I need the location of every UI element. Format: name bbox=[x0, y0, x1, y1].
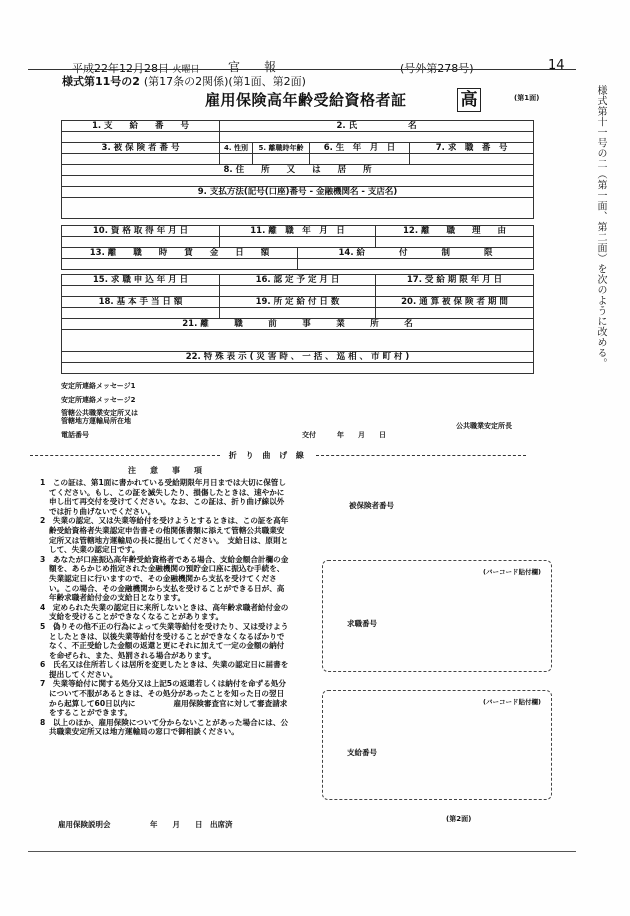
insured-number-label: 被保険者番号 bbox=[349, 501, 394, 510]
note-item: 2 失業の認定、又は失業等給付を受けようとするときは、この証を高年齢受給資格者失業認定申告書その他関係書類に添えて管轄公共職業安定所又は管轄地方運輸局の長に提出してください。 支給日は、原則として、失業の認定日です。 bbox=[40, 516, 289, 555]
barcode-area-job-number[interactable] bbox=[322, 560, 552, 672]
field-payment-number[interactable] bbox=[62, 132, 220, 143]
barcode-area-payment-number[interactable] bbox=[322, 690, 552, 800]
field-payment-method[interactable] bbox=[62, 198, 534, 219]
notes-list bbox=[40, 478, 290, 737]
office-message-2: 安定所連絡メッセージ2 bbox=[61, 396, 136, 404]
field-label-benefit-days: 19. 所 定 給 付 日 数 bbox=[220, 297, 376, 308]
field-separation-date[interactable] bbox=[220, 237, 376, 248]
field-label-previous-employer: 21. 離 職 前 事 業 所 名 bbox=[62, 319, 534, 330]
table-personal-info bbox=[61, 120, 534, 219]
header-rule bbox=[28, 69, 576, 70]
job-number-label: 求職番号 bbox=[347, 619, 377, 628]
field-label-application-date: 15. 求 職 申 込 年 月 日 bbox=[62, 275, 220, 286]
table-separation-info bbox=[61, 225, 534, 270]
field-label-qualification-date: 10. 資 格 取 得 年 月 日 bbox=[62, 226, 220, 237]
field-label-sex: 4. 性別 bbox=[220, 143, 253, 154]
barcode-caption: (バーコード貼付欄) bbox=[483, 568, 541, 576]
field-label-insured-number: 3. 被 保 険 者 番 号 bbox=[62, 143, 220, 154]
field-special-notation[interactable] bbox=[62, 363, 534, 374]
field-label-special-notation: 22. 特 殊 表 示 ( 災 害 時 、 一 括 、 巡 相 、 市 町 村 ) bbox=[62, 352, 534, 363]
field-label-daily-wage: 13. 離 職 時 賃 金 日 額 bbox=[62, 248, 298, 259]
phone-label: 電話番号 bbox=[61, 431, 89, 439]
note-item: 3 あなたが口座振込高年齢受給資格者である場合、支給金額合計欄の金額を、あらかじめ指定された金融機関の預貯金口座に振込む手続を、失業認定日に行いますので、その金融機関から支払を受けてください。この場合、その金融機関から支払を受けることができる日が、高年齢求職者給付金の支給日となります。 bbox=[40, 554, 289, 603]
field-label-address: 8. 住 所 又 は 居 所 bbox=[62, 165, 534, 176]
form-badge: 高 bbox=[457, 88, 481, 112]
note-item: 4 定められた失業の認定日に来所しないときは、高年齢求職者給付金の支給を受けることができなくなることがあります。 bbox=[40, 602, 289, 622]
field-label-job-number: 7. 求 職 番 号 bbox=[410, 143, 534, 154]
barcode-caption: (バーコード貼付欄) bbox=[483, 698, 541, 706]
field-label-birthdate: 6. 生 年 月 日 bbox=[310, 143, 410, 154]
field-label-separation-reason: 12. 離 職 理 由 bbox=[376, 226, 534, 237]
field-address[interactable] bbox=[62, 176, 534, 187]
seminar-attended-date: 年 月 日 出席済 bbox=[150, 820, 233, 829]
note-item: 6 氏名又は住所若しくは居所を変更したときは、失業の認定日に届書を提出してください。 bbox=[40, 660, 289, 679]
field-label-benefit-deadline: 17. 受 給 期 限 年 月 日 bbox=[376, 275, 534, 286]
fold-dash-right bbox=[316, 455, 526, 456]
field-label-age: 5. 離職時年齢 bbox=[253, 143, 310, 154]
field-label-certification-date: 16. 認 定 予 定 月 日 bbox=[220, 275, 376, 286]
field-sex[interactable] bbox=[220, 154, 253, 165]
vertical-amendment-note: 様式第十一号の二（第一面、第二面）を次のように改める。 bbox=[595, 85, 606, 369]
field-label-name: 2. 氏 名 bbox=[220, 121, 534, 132]
field-insured-period[interactable] bbox=[376, 308, 534, 319]
field-insured-number[interactable] bbox=[62, 154, 220, 165]
note-item: 1 この証は、第1面に書かれている受給期限年月日までは大切に保管してください。もし、この証を滅失したり、損傷したときは、速やかに申し出て再交付を受けてください。なお、この証は、折り曲げ線以外では折り曲げないでください。 bbox=[40, 478, 286, 516]
side2-label: (第2面) bbox=[446, 815, 472, 823]
form-title: 雇用保険高年齢受給資格者証 bbox=[205, 91, 407, 109]
office-location-line1: 管轄公共職業安定所又は bbox=[61, 409, 138, 417]
note-item: 7 失業等給付に関する処分又は上記5の返還若しくは納付を命ずる処分について不服があるときは、その処分があったことを知った日の翌日から起算して60日以内に 雇用保険審査官に対して審査請求をすることができます。 bbox=[40, 679, 288, 718]
field-certification-date[interactable] bbox=[220, 286, 376, 297]
form-number: 様式第11号の2 (第17条の2関係)(第1面、第2面) bbox=[62, 75, 306, 88]
field-previous-employer[interactable] bbox=[62, 330, 534, 352]
fold-line: 折 り 曲 げ 線 bbox=[30, 450, 570, 461]
field-benefit-restriction[interactable] bbox=[298, 259, 534, 270]
field-label-insured-period: 20. 通 算 被 保 険 者 期 間 bbox=[376, 297, 534, 308]
field-qualification-date[interactable] bbox=[62, 237, 220, 248]
field-daily-wage[interactable] bbox=[62, 259, 298, 270]
office-message-1: 安定所連絡メッセージ1 bbox=[61, 382, 136, 390]
field-benefit-deadline[interactable] bbox=[376, 286, 534, 297]
field-application-date[interactable] bbox=[62, 286, 220, 297]
office-chief: 公共職業安定所長 bbox=[456, 422, 512, 430]
footer-rule bbox=[28, 851, 576, 852]
field-label-basic-allowance: 18. 基 本 手 当 日 額 bbox=[62, 297, 220, 308]
field-birthdate[interactable] bbox=[310, 154, 410, 165]
gazette-publication: 官 報 bbox=[228, 60, 277, 74]
field-benefit-days[interactable] bbox=[220, 308, 376, 319]
field-separation-reason[interactable] bbox=[376, 237, 534, 248]
gazette-issue: (号外第278号) bbox=[400, 62, 474, 75]
field-label-payment-number: 1. 支 給 番 号 bbox=[62, 121, 220, 132]
issue-date: 交付 年 月 日 bbox=[302, 431, 386, 439]
fold-dash-left bbox=[30, 455, 220, 456]
field-job-number[interactable] bbox=[410, 154, 534, 165]
note-item: 8 以上のほか、雇用保険について分からないことがあった場合には、公共職業安定所又は地方運輸局の窓口で御相談ください。 bbox=[40, 717, 289, 737]
notes-title: 注意事項 bbox=[128, 466, 216, 475]
payment-number-label: 支給番号 bbox=[347, 748, 377, 757]
seminar-label: 雇用保険説明会 bbox=[58, 820, 111, 829]
note-item: 5 偽りその他不正の行為によって失業等給付を受けたり、又は受けようとしたときは、以後失業等給付を受けることができなくなるばかりでなく、不正受給した金額の返還と更にそれに加えて一定の金額の納付を命ぜられ、また、処罰される場合があります。 bbox=[40, 621, 289, 660]
table-benefit-info bbox=[61, 274, 534, 374]
side1-label: (第1面) bbox=[514, 94, 540, 102]
office-location-line2: 管轄地方運輸局所在地 bbox=[61, 417, 131, 425]
field-label-separation-date: 11. 離 職 年 月 日 bbox=[220, 226, 376, 237]
field-name[interactable] bbox=[220, 132, 534, 143]
gazette-date: 平成22年12月28日 火曜日 bbox=[72, 62, 200, 75]
field-basic-allowance[interactable] bbox=[62, 308, 220, 319]
field-age[interactable] bbox=[253, 154, 310, 165]
page-number: 14 bbox=[548, 58, 565, 73]
field-label-payment-method: 9. 支払方法(記号(口座)番号 - 金融機関名 - 支店名) bbox=[62, 187, 534, 198]
field-label-benefit-restriction: 14. 給 付 制 限 bbox=[298, 248, 534, 259]
